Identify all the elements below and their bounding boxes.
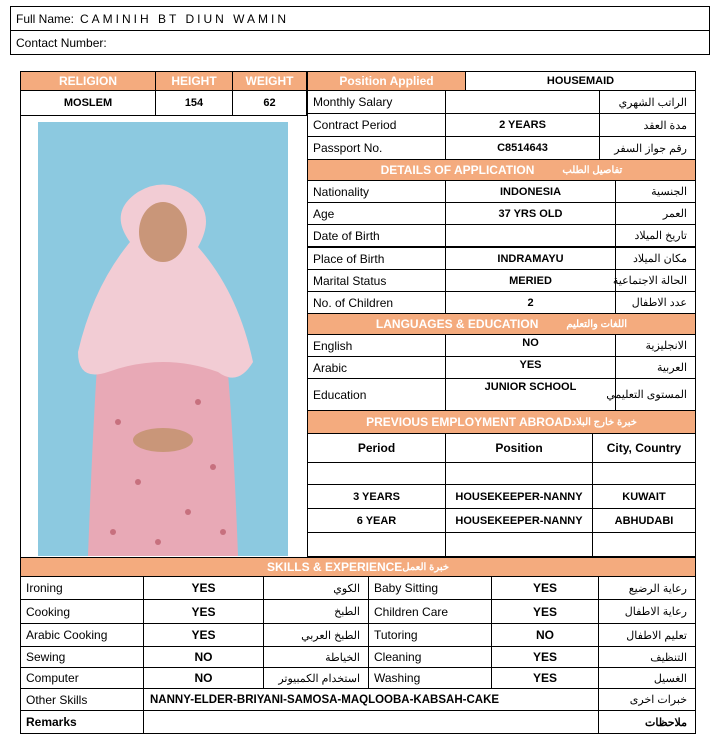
face-shape	[139, 202, 187, 262]
employment-row-period	[307, 462, 446, 485]
employment-row-position: HOUSEKEEPER-NANNY	[445, 508, 593, 533]
details-row-ar: تاريخ الميلاد	[615, 224, 696, 247]
skill-right-ar: التنظيف	[598, 646, 696, 668]
language-row-ar: العربية	[615, 356, 696, 379]
skill-left-value: NO	[143, 667, 264, 689]
skill-left-label: Computer	[20, 667, 144, 689]
position-applied-label: Position Applied	[307, 71, 466, 91]
religion-value: MOSLEM	[20, 90, 156, 116]
language-row-ar: المستوى التعليمي	[615, 378, 696, 411]
candidate-photo	[38, 122, 288, 556]
contact-number-row	[10, 30, 710, 55]
dress-shape	[88, 352, 238, 556]
height-header: HEIGHT	[155, 71, 233, 91]
skill-right-label: Children Care	[368, 599, 492, 624]
details-row-value	[445, 224, 616, 247]
skill-right-label: Baby Sitting	[368, 576, 492, 600]
skill-right-label: Tutoring	[368, 623, 492, 647]
contract-period-ar: مدة العقد	[599, 113, 696, 137]
details-row-value: MERIED	[445, 269, 616, 292]
contract-period-label: Contract Period	[307, 113, 446, 137]
remarks-value	[143, 710, 599, 734]
skill-left-label: Cooking	[20, 599, 144, 624]
employment-row-city	[592, 532, 696, 557]
skill-left-ar: الطبخ العربي	[263, 623, 369, 647]
passport-label: Passport No.	[307, 136, 446, 160]
skill-right-value: YES	[491, 667, 599, 689]
weight-value: 62	[232, 90, 307, 116]
monthly-salary-value	[445, 90, 600, 114]
details-row-ar: مكان الميلاد	[615, 247, 696, 270]
details-row-label: Age	[307, 202, 446, 225]
position-applied-value: HOUSEMAID	[465, 71, 696, 91]
passport-value: C8514643	[445, 136, 600, 160]
skill-left-ar: الكوي	[263, 576, 369, 600]
monthly-salary-ar: الراتب الشهري	[599, 90, 696, 114]
remarks-ar: ملاحظات	[598, 710, 696, 734]
language-row-label: English	[307, 334, 446, 357]
full-name-label: Full Name:	[16, 11, 75, 26]
language-row-value: YES	[445, 356, 616, 379]
contact-number-label: Contact Number:	[16, 35, 107, 50]
skill-left-ar: الخياطة	[263, 646, 369, 668]
passport-ar: رقم جواز السفر	[599, 136, 696, 160]
religion-header: RELIGION	[20, 71, 156, 91]
skill-right-value: YES	[491, 576, 599, 600]
language-row-label: Education	[307, 378, 446, 411]
language-row-value: JUNIOR SCHOOL	[445, 378, 616, 411]
skill-right-value: YES	[491, 646, 599, 668]
skills-section-header	[20, 557, 696, 577]
languages-title: LANGUAGES & EDUCATION	[375, 317, 539, 331]
other-skills-label: Other Skills	[20, 688, 144, 711]
remarks-label: Remarks	[20, 710, 144, 734]
details-title: DETAILS OF APPLICATION	[380, 163, 535, 177]
details-row-label: Nationality	[307, 180, 446, 203]
details-row-value: INDONESIA	[445, 180, 616, 203]
skill-right-ar: الغسيل	[598, 667, 696, 689]
employment-header-period: Period	[307, 433, 446, 463]
skill-right-ar: رعاية الرضيع	[598, 576, 696, 600]
skill-right-ar: تعليم الاطفال	[598, 623, 696, 647]
employment-row-period	[307, 532, 446, 557]
employment-title-ar: خبرة خارج البلاد	[571, 416, 637, 428]
employment-row-city	[592, 462, 696, 485]
skill-right-label: Washing	[368, 667, 492, 689]
languages-title-ar: اللغات والتعليم	[566, 318, 628, 330]
employment-row-position	[445, 462, 593, 485]
employment-title: PREVIOUS EMPLOYMENT ABROAD	[366, 415, 572, 429]
skill-right-value: YES	[491, 599, 599, 624]
skill-left-value: YES	[143, 576, 264, 600]
details-title-ar: تفاصيل الطلب	[562, 164, 623, 176]
employment-row-position	[445, 532, 593, 557]
details-section-header	[307, 159, 696, 181]
height-value: 154	[155, 90, 233, 116]
details-row-value: 2	[445, 291, 616, 314]
skill-left-value: NO	[143, 646, 264, 668]
monthly-salary-label: Monthly Salary	[307, 90, 446, 114]
skill-left-label: Sewing	[20, 646, 144, 668]
skill-right-ar: رعاية الاطفال	[598, 599, 696, 624]
details-row-label: Marital Status	[307, 269, 446, 292]
skill-right-label: Cleaning	[368, 646, 492, 668]
details-row-value: INDRAMAYU	[445, 247, 616, 270]
details-row-ar: الجنسية	[615, 180, 696, 203]
language-row-ar: الانجليزية	[615, 334, 696, 357]
skill-left-ar: الطبخ	[263, 599, 369, 624]
employment-header-city: City, Country	[592, 433, 696, 463]
details-row-label: Date of Birth	[307, 224, 446, 247]
weight-header: WEIGHT	[232, 71, 307, 91]
employment-row-period: 6 YEAR	[307, 508, 446, 533]
skill-left-label: Ironing	[20, 576, 144, 600]
language-row-value: NO	[445, 334, 616, 357]
details-row-ar: العمر	[615, 202, 696, 225]
employment-row-city: KUWAIT	[592, 484, 696, 509]
employment-row-city: ABHUDABI	[592, 508, 696, 533]
skill-left-label: Arabic Cooking	[20, 623, 144, 647]
skills-title: SKILLS & EXPERIENCE	[266, 560, 403, 574]
contract-period-value: 2 YEARS	[445, 113, 600, 137]
other-skills-value: NANNY-ELDER-BRIYANI-SAMOSA-MAQLOOBA-KABSAH-CAKE	[143, 688, 599, 711]
employment-header-position: Position	[445, 433, 593, 463]
languages-section-header	[307, 313, 696, 335]
details-row-label: Place of Birth	[307, 247, 446, 270]
candidate-photo-svg	[38, 122, 288, 556]
skill-right-value: NO	[491, 623, 599, 647]
full-name-row	[10, 6, 710, 31]
hands-shape	[133, 428, 193, 452]
language-row-label: Arabic	[307, 356, 446, 379]
details-row-label: No. of Children	[307, 291, 446, 314]
skills-title-ar: خبرة العمل	[402, 561, 450, 573]
full-name-value: CAMINIH BT DIUN WAMIN	[80, 11, 290, 26]
details-row-ar: الحالة الاجتماعية	[615, 269, 696, 292]
employment-row-period: 3 YEARS	[307, 484, 446, 509]
employment-row-position: HOUSEKEEPER-NANNY	[445, 484, 593, 509]
employment-section-header	[307, 410, 696, 434]
details-row-ar: عدد الاطفال	[615, 291, 696, 314]
skill-left-value: YES	[143, 599, 264, 624]
skill-left-value: YES	[143, 623, 264, 647]
details-row-value: 37 YRS OLD	[445, 202, 616, 225]
skill-left-ar: استخدام الكمبيوتر	[263, 667, 369, 689]
other-skills-ar: خبرات اخرى	[598, 688, 696, 711]
